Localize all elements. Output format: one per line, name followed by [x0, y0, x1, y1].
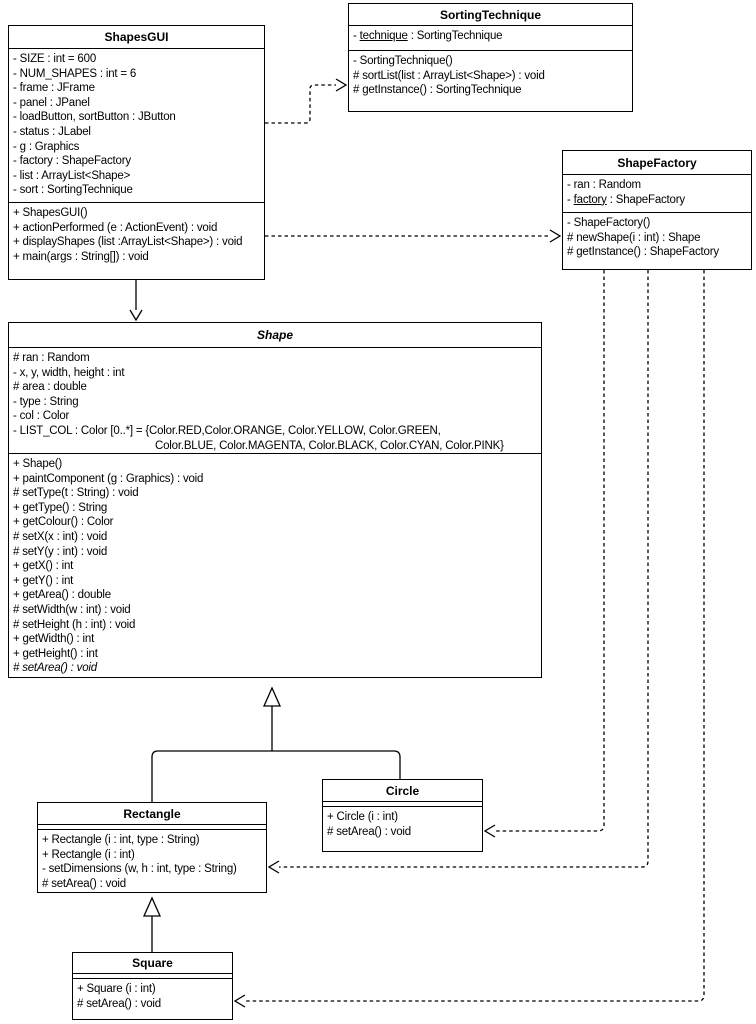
- attributes-section: [9, 348, 541, 454]
- attribute: # area : double: [13, 381, 87, 394]
- hollow-triangle-rectangle: [144, 898, 160, 916]
- attribute: - frame : JFrame: [13, 82, 95, 95]
- attribute-static: - technique : SortingTechnique: [353, 30, 503, 42]
- open-arrowhead-square: [235, 995, 245, 1007]
- attribute: - NUM_SHAPES : int = 6: [13, 67, 137, 80]
- attribute: - x, y, width, height : int: [13, 366, 125, 379]
- class-box-circle: [322, 779, 483, 852]
- method: # sortList(list : ArrayList<Shape>) : void: [353, 69, 545, 82]
- attribute: - factory : ShapeFactory: [13, 155, 131, 168]
- attribute: - LIST_COL : Color [0..*] = {Color.RED,Color.ORANGE, Color.YELLOW, Color.GREEN,: [13, 424, 441, 437]
- class-title-circle: Circle: [323, 780, 482, 802]
- open-arrowhead-shape: [130, 310, 142, 320]
- method: + paintComponent (g : Graphics) : void: [13, 472, 204, 485]
- method: + getArea() : double: [13, 589, 111, 602]
- class-title-shapesgui: ShapesGUI: [9, 26, 264, 49]
- attribute: - SIZE : int = 600: [13, 53, 97, 65]
- class-box-square: [72, 952, 233, 1020]
- methods-section: [38, 830, 266, 892]
- method: + main(args : String[]) : void: [13, 250, 149, 263]
- method: + ShapesGUI(): [13, 207, 88, 219]
- method: # getInstance() : SortingTechnique: [353, 84, 522, 97]
- methods-section: [9, 203, 264, 279]
- dependency-line-shapesgui-sortingtechnique: [265, 85, 336, 123]
- class-title-sortingtechnique: SortingTechnique: [349, 4, 632, 26]
- attributes-section: [349, 26, 632, 51]
- method: + getType() : String: [13, 501, 108, 514]
- class-box-shapesgui: [8, 25, 265, 280]
- attribute: - list : ArrayList<Shape>: [13, 169, 131, 182]
- method: + Shape(): [13, 458, 63, 470]
- method: + displayShapes (list :ArrayList<Shape>) : void: [13, 236, 243, 249]
- method: + getX() : int: [13, 560, 74, 573]
- class-box-rectangle: [37, 802, 267, 893]
- class-box-sortingtechnique: [348, 3, 633, 112]
- method: + getColour() : Color: [13, 516, 114, 529]
- open-arrowhead-circle: [485, 825, 495, 837]
- method: + getY() : int: [13, 574, 74, 587]
- class-title-rectangle: Rectangle: [38, 803, 266, 825]
- class-box-shapefactory: [562, 150, 752, 270]
- methods-section: [349, 51, 632, 111]
- attribute: - sort : SortingTechnique: [13, 184, 133, 197]
- methods-section: [73, 979, 232, 1019]
- method: # setArea() : void: [77, 997, 161, 1010]
- attribute-wrapped: Color.BLUE, Color.MAGENTA, Color.BLACK, Color.CYAN, Color.PINK}: [155, 439, 504, 452]
- open-arrowhead-sortingtechnique: [336, 79, 346, 91]
- method: # setType(t : String) : void: [13, 487, 139, 500]
- method: # setHeight (h : int) : void: [13, 618, 136, 631]
- methods-section: [9, 454, 541, 677]
- method: # getInstance() : ShapeFactory: [567, 246, 719, 259]
- method: + getWidth() : int: [13, 633, 95, 646]
- method: + Rectangle (i : int, type : String): [42, 834, 200, 846]
- method: + Rectangle (i : int): [42, 848, 135, 861]
- attribute: - col : Color: [13, 410, 70, 423]
- class-title-shapefactory: ShapeFactory: [563, 151, 751, 175]
- attribute: - status : JLabel: [13, 125, 91, 138]
- class-title-shape: Shape: [9, 323, 541, 348]
- attribute: - g : Graphics: [13, 140, 80, 153]
- method: # setX(x : int) : void: [13, 530, 108, 543]
- method: + actionPerformed (e : ActionEvent) : void: [13, 221, 218, 234]
- attribute: - panel : JPanel: [13, 96, 90, 109]
- method: # setY(y : int) : void: [13, 545, 108, 558]
- method: - SortingTechnique(): [353, 55, 453, 67]
- attribute: - ran : Random: [567, 179, 641, 191]
- attribute: - type : String: [13, 395, 79, 408]
- method: - setDimensions (w, h : int, type : String): [42, 863, 237, 876]
- method: # newShape(i : int) : Shape: [567, 231, 701, 244]
- method: + Circle (i : int): [327, 811, 398, 823]
- method: + Square (i : int): [77, 983, 156, 995]
- method: # setArea() : void: [42, 877, 126, 890]
- class-box-shape: [8, 322, 542, 678]
- method: # setArea() : void: [327, 825, 411, 838]
- method: + getHeight() : int: [13, 647, 98, 660]
- methods-section: [563, 213, 751, 269]
- attributes-section: [563, 175, 751, 213]
- attributes-section: [9, 49, 264, 203]
- method-abstract: # setArea() : void: [13, 662, 97, 675]
- attribute: - loadButton, sortButton : JButton: [13, 111, 176, 124]
- hollow-triangle-shape: [264, 688, 280, 706]
- attribute: # ran : Random: [13, 352, 90, 364]
- open-arrowhead-rectangle: [269, 861, 279, 873]
- open-arrowhead-shapefactory: [550, 230, 560, 242]
- class-title-square: Square: [73, 953, 232, 974]
- attribute-static: - factory : ShapeFactory: [567, 193, 685, 206]
- method: # setWidth(w : int) : void: [13, 603, 131, 616]
- methods-section: [323, 807, 482, 851]
- method: - ShapeFactory(): [567, 217, 651, 229]
